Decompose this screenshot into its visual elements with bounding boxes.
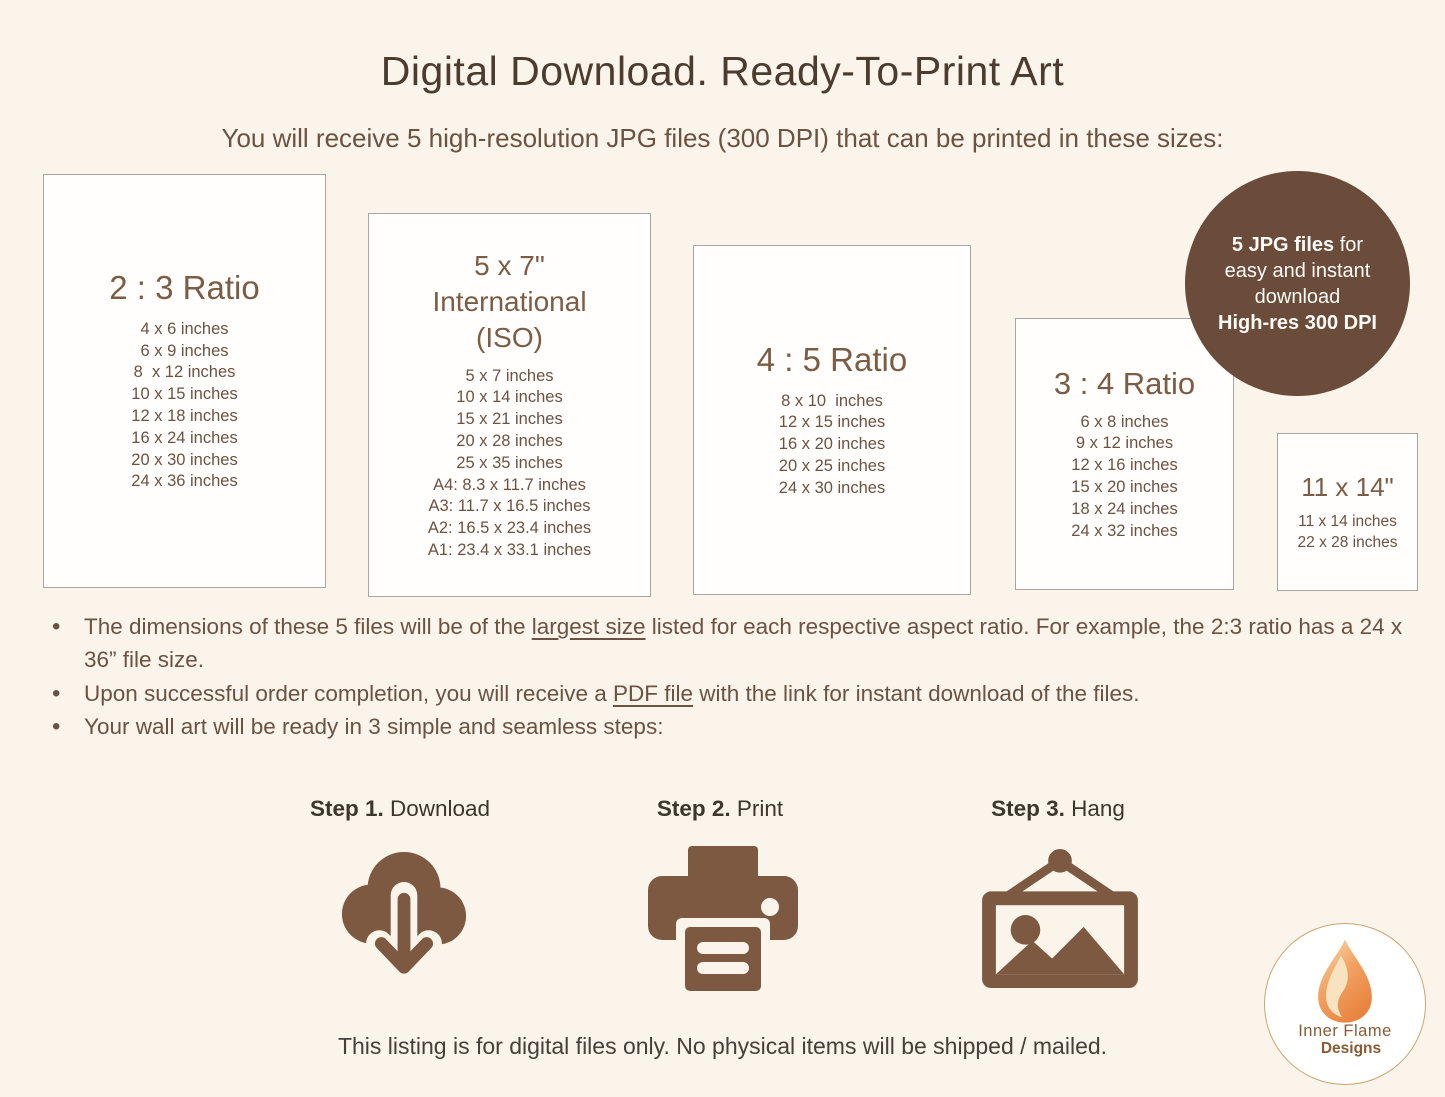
size-panel-5x7-iso: [368, 213, 651, 597]
badge-regular-text: for: [1334, 233, 1364, 256]
panel-size-list: [428, 366, 591, 562]
badge-bold-text: 5 JPG files: [1231, 233, 1335, 256]
bullet-text-segment: with the link for instant download of the files.: [693, 680, 1140, 706]
size-option: 11 x 14 inches: [1298, 512, 1397, 530]
panel-title-line: International: [432, 286, 587, 317]
bullet-text: [84, 610, 1407, 677]
bullet-text-segment: Upon successful order completion, you will receive a: [84, 680, 613, 706]
size-option: 15 x 20 inches: [1071, 478, 1178, 496]
flame-icon: [1311, 938, 1379, 1024]
step-number: Step 2.: [656, 796, 731, 821]
badge-bold-text: High-res 300 DPI: [1218, 311, 1377, 334]
footer-disclaimer: This listing is for digital files only. No physical items will be shipped / mailed.: [337, 1033, 1108, 1059]
panel-size-list: [779, 391, 885, 500]
size-panel-3-4-ratio: [1015, 318, 1234, 590]
size-option: 10 x 15 inches: [131, 385, 238, 404]
bullet-text-segment: The dimensions of these 5 files will be of the: [84, 614, 532, 639]
cloud-download-icon: [337, 841, 471, 996]
panel-title: [432, 248, 586, 355]
picture-frame-icon: [976, 848, 1144, 996]
bullet-text-segment: listed for each respective aspect ratio. For example, the 2:3 ratio has a 24 x 36” file size.: [84, 614, 1403, 673]
panel-size-list: [1071, 412, 1177, 543]
size-option: 25 x 35 inches: [456, 453, 563, 472]
size-option: 18 x 24 inches: [1071, 499, 1178, 518]
panel-title: 2 : 3 Ratio: [109, 268, 260, 306]
page-subtitle: You will receive 5 high-resolution JPG files (300 DPI) that can be printed in these sizes:: [221, 123, 1224, 153]
panel-title: 3 : 4 Ratio: [1053, 365, 1196, 401]
underlined-text: largest size: [531, 614, 646, 639]
size-option: 8 x 10 inches: [781, 391, 883, 410]
bullet-dot: •: [52, 679, 61, 707]
step1-label: [240, 796, 560, 822]
size-option: 5 x 7 inches: [465, 366, 554, 385]
size-option: 12 x 16 inches: [1071, 456, 1178, 475]
step-action: Print: [730, 796, 784, 821]
size-option: 9 x 12 inches: [1075, 434, 1174, 453]
panel-title: 4 : 5 Ratio: [756, 340, 908, 378]
step-number: Step 1.: [309, 796, 384, 821]
size-option: 15 x 21 inches: [456, 410, 563, 429]
size-option: A2: 16.5 x 23.4 inches: [427, 519, 592, 538]
step2-label: [560, 796, 880, 822]
size-option: 24 x 36 inches: [131, 472, 238, 491]
brand-subname: Designs: [1320, 1040, 1382, 1057]
bullet-dot: •: [52, 713, 61, 741]
jpg-files-badge: [1185, 171, 1410, 396]
bullet-text-segment: Your wall art will be ready in 3 simple and seamless steps:: [84, 714, 664, 740]
panel-size-list: [131, 319, 237, 493]
bullet-item: [52, 677, 1407, 710]
size-option: A3: 11.7 x 16.5 inches: [428, 497, 591, 516]
badge-line: easy and instant: [1224, 259, 1371, 282]
size-panel-4-5-ratio: [693, 245, 971, 595]
underlined-text: PDF file: [613, 680, 694, 706]
bullet-item: [52, 610, 1407, 677]
size-option: 16 x 24 inches: [131, 428, 238, 447]
size-option: 4 x 6 inches: [140, 319, 229, 338]
step-action: Download: [383, 796, 491, 821]
panel-size-list: [1298, 511, 1398, 553]
step-number: Step 3.: [991, 796, 1065, 821]
page-title: Digital Download. Ready-To-Print Art: [380, 48, 1065, 94]
size-option: 20 x 25 inches: [778, 456, 886, 475]
size-panel-2-3-ratio: [43, 174, 326, 588]
size-option: 24 x 32 inches: [1071, 521, 1178, 540]
size-option: 12 x 15 inches: [778, 413, 886, 432]
size-option: 16 x 20 inches: [778, 435, 886, 454]
size-panel-11x14: [1277, 433, 1418, 591]
bullet-text: [84, 710, 663, 743]
size-option: 12 x 18 inches: [131, 407, 238, 425]
size-option: 22 x 28 inches: [1297, 533, 1398, 551]
bullet-text: [84, 677, 1140, 710]
brand-logo: [1264, 923, 1426, 1085]
size-option: A4: 8.3 x 11.7 inches: [433, 475, 586, 494]
size-option: 6 x 9 inches: [140, 341, 229, 360]
size-option: 20 x 28 inches: [456, 432, 563, 451]
size-option: 20 x 30 inches: [131, 450, 238, 469]
brand-name: Inner Flame: [1298, 1022, 1392, 1040]
size-option: 6 x 8 inches: [1080, 412, 1169, 431]
size-option: 24 x 30 inches: [778, 478, 886, 497]
panel-title-line: (ISO): [476, 321, 543, 353]
size-option: 8 x 12 inches: [133, 363, 236, 382]
step3-label: [898, 796, 1218, 822]
printer-icon: [648, 846, 798, 996]
bullet-item: [52, 710, 1407, 743]
panel-title: 11 x 14": [1301, 471, 1394, 502]
badge-text: [1218, 232, 1377, 336]
step-action: Hang: [1064, 796, 1125, 821]
panel-title-line: 5 x 7": [474, 250, 545, 282]
size-option: 10 x 14 inches: [456, 388, 563, 407]
info-bullet-list: [52, 610, 1407, 744]
badge-line: download: [1254, 285, 1341, 308]
size-option: A1: 23.4 x 33.1 inches: [427, 541, 592, 560]
bullet-dot: •: [52, 613, 61, 640]
